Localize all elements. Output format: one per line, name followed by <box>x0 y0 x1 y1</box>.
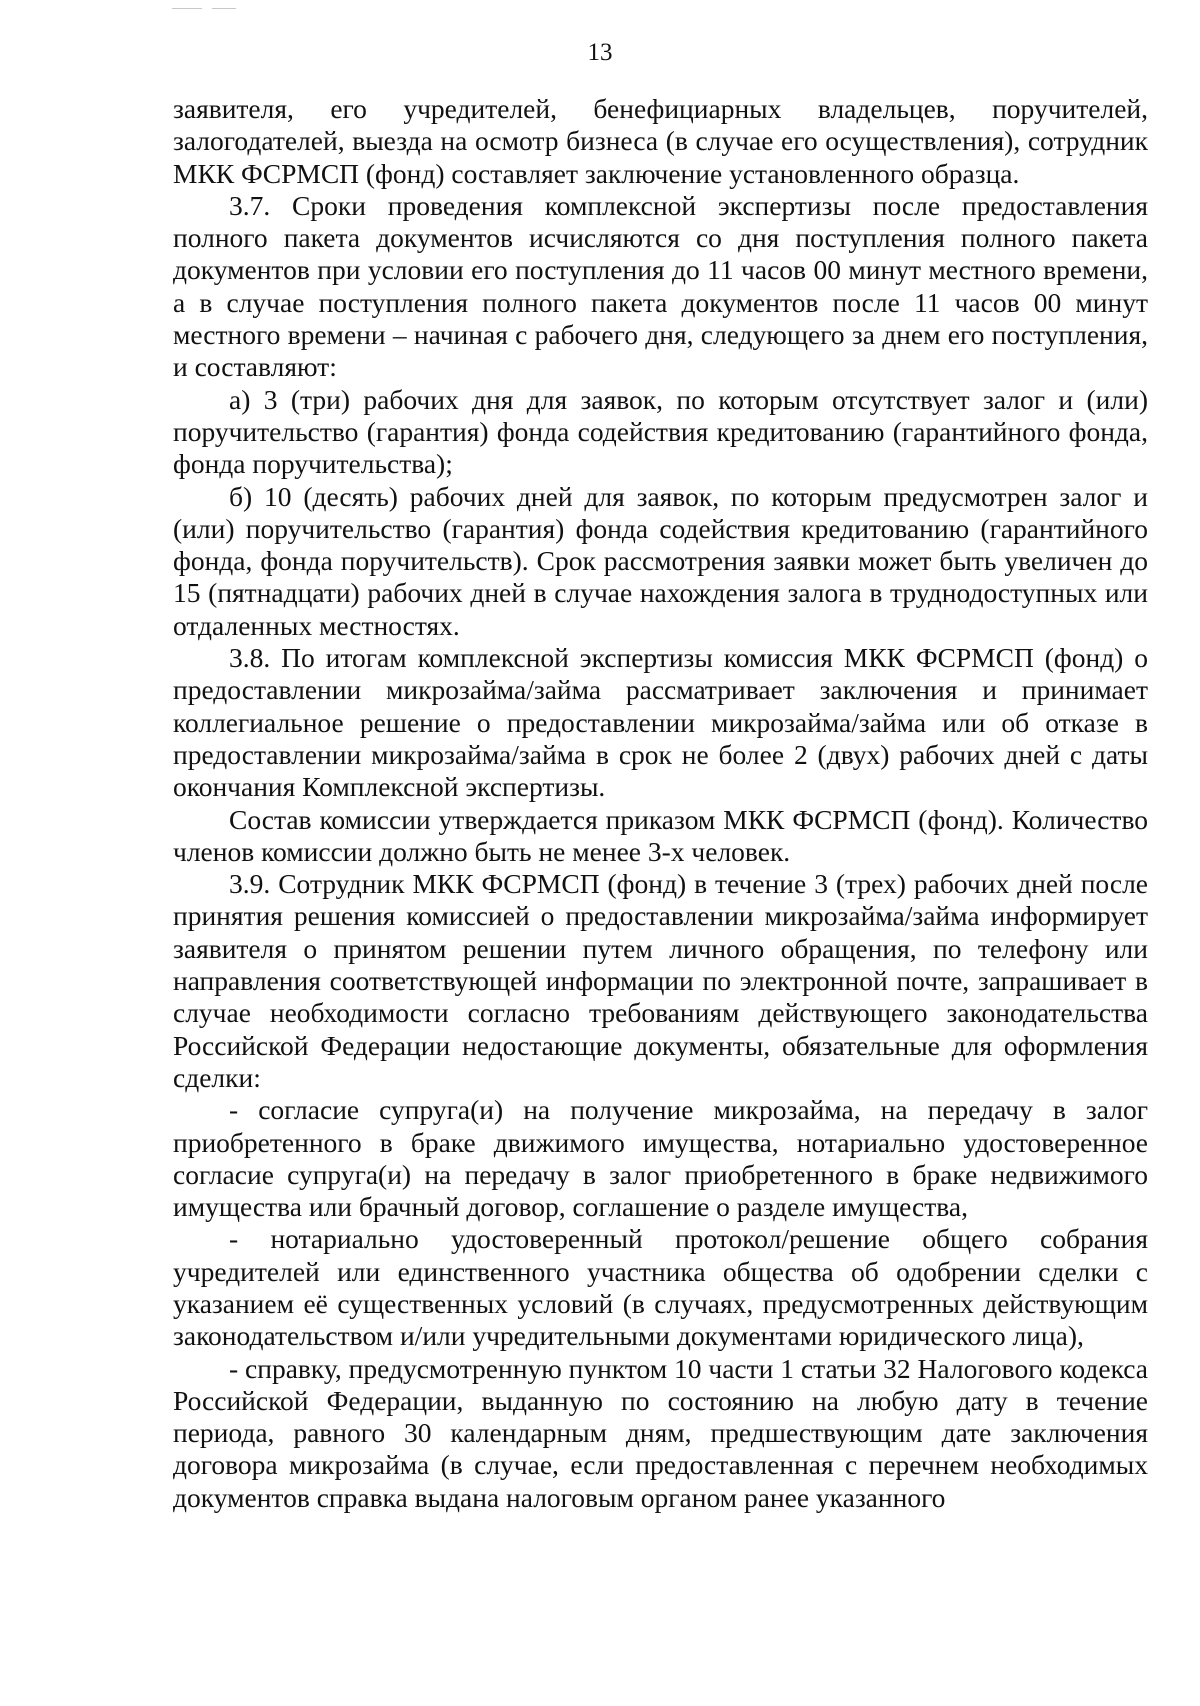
document-body <box>173 93 1148 1514</box>
paragraph: заявителя, его учредителей, бенефициарных владельцев, поручителей, залогодателей, выезда на осмотр бизнеса (в случае его осуществления), сотрудник МКК ФСРМСП (фонд) составляет заключение установленного образца. <box>173 93 1148 189</box>
paragraph: 3.8. По итогам комплексной экспертизы комиссия МКК ФСРМСП (фонд) о предоставлении микрозайма/займа рассматривает заключения и принимает коллегиальное решение о предоставлении микрозайма/займа или об отказе в предоставлении микрозайма/займа в срок не более 2 (двух) рабочих дней с даты окончания Комплексной экспертизы. <box>173 642 1148 803</box>
page-number: 13 <box>587 39 613 66</box>
scan-artifact <box>212 8 236 9</box>
list-item: - нотариально удостоверенный протокол/решение общего собрания учредителей или единственного участника общества об одобрении сделки с указанием её существенных условий (в случаях, предусмотренных действующим законодательством и/или учредительными документами юридического лица), <box>173 1223 1148 1352</box>
paragraph: 3.7. Сроки проведения комплексной экспертизы после предоставления полного пакета документов исчисляются со дня поступления полного пакета документов при условии его поступления до 11 часов 00 минут местного времени, а в случае поступления полного пакета документов после 11 часов 00 минут местного времени – начиная с рабочего дня, следующего за днем его поступления, и составляют: <box>173 189 1148 383</box>
list-item: - справку, предусмотренную пунктом 10 части 1 статьи 32 Налогового кодекса Российской Федерации, выданную по состоянию на любую дату в течение периода, равного 30 календарным дням, предшествующим дате заключения договора микрозайма (в случае, если предоставленная с перечнем необходимых документов справка выдана налоговым органом ранее указанного <box>173 1352 1148 1513</box>
paragraph: 3.9. Сотрудник МКК ФСРМСП (фонд) в течение 3 (трех) рабочих дней после принятия решения комиссией о предоставлении микрозайма/займа информирует заявителя о принятом решении путем личного обращения, по телефону или направления соответствующей информации по электронной почте, запрашивает в случае необходимости согласно требованиям действующего законодательства Российской Федерации недостающие документы, обязательные для оформления сделки: <box>173 868 1148 1093</box>
list-item: - согласие супруга(и) на получение микрозайма, на передачу в залог приобретенного в браке движимого имущества, нотариально удостоверенное согласие супруга(и) на передачу в залог приобретенного в браке недвижимого имущества или брачный договор, соглашение о разделе имущества, <box>173 1094 1148 1223</box>
scan-artifact <box>172 8 202 9</box>
paragraph: Состав комиссии утверждается приказом МКК ФСРМСП (фонд). Количество членов комиссии должно быть не менее 3-х человек. <box>173 803 1148 867</box>
paragraph: б) 10 (десять) рабочих дней для заявок, по которым предусмотрен залог и (или) поручительство (гарантия) фонда содействия кредитованию (гарантийного фонда, фонда поручительств). Срок рассмотрения заявки может быть увеличен до 15 (пятнадцати) рабочих дней в случае нахождения залога в труднодоступных или отдаленных местностях. <box>173 480 1148 641</box>
paragraph: а) 3 (три) рабочих дня для заявок, по которым отсутствует залог и (или) поручительство (гарантия) фонда содействия кредитованию (гарантийного фонда, фонда поручительства); <box>173 383 1148 480</box>
